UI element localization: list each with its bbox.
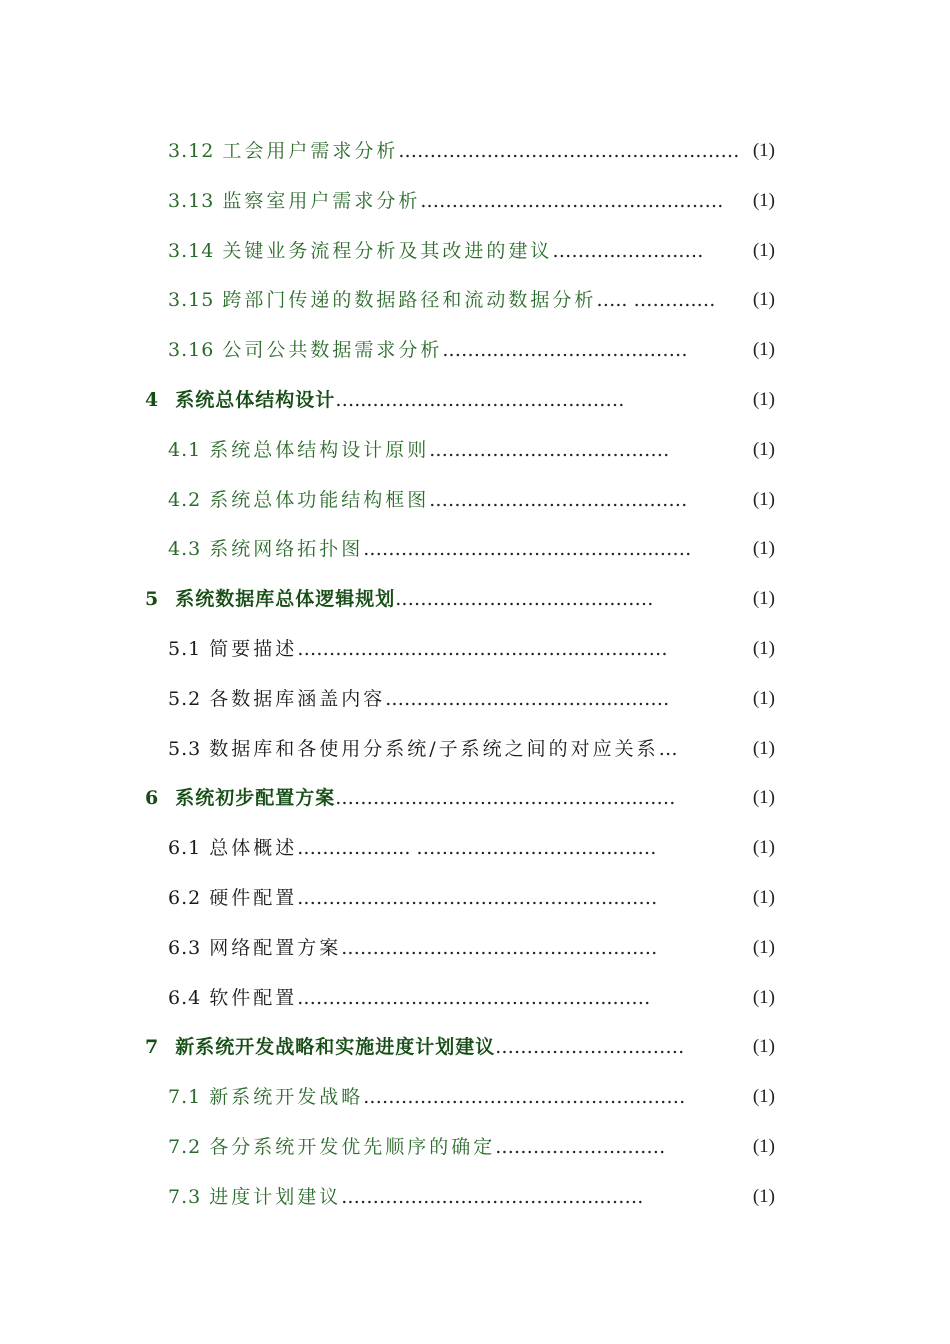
- toc-section-entry: [168, 1132, 775, 1162]
- toc-entry-title: 系统网络拓扑图: [209, 538, 364, 560]
- toc-page-number: (1): [752, 140, 775, 161]
- toc-entry-number: 4: [145, 389, 160, 411]
- toc-entry-number: 4.1: [168, 439, 202, 461]
- toc-page-number: (1): [752, 1186, 775, 1207]
- toc-page-number: (1): [752, 240, 775, 261]
- toc-dot-leader: …: [658, 738, 678, 760]
- toc-section-entry: [168, 1182, 775, 1212]
- toc-entry-number: 4.2: [168, 489, 202, 511]
- toc-entry-title: 公司公共数据需求分析: [222, 339, 443, 361]
- toc-dot-leader: .………………..……: [495, 1136, 666, 1158]
- toc-page-number: (1): [752, 439, 775, 460]
- toc-entry-title: 跨部门传递的数据路径和流动数据分析: [222, 289, 597, 311]
- toc-section-entry: [168, 485, 775, 515]
- toc-entry-title: 系统数据库总体逻辑规划: [175, 588, 396, 610]
- toc-section-entry: [168, 285, 775, 315]
- toc-entry-title: 监察室用户需求分析: [222, 190, 421, 212]
- toc-entry-title: 系统总体结构设计: [175, 389, 336, 411]
- toc-page-number: (1): [752, 1036, 775, 1057]
- toc-dot-leader: .…………………..……: [495, 1036, 685, 1058]
- toc-dot-leader: .……………………………….……….……: [398, 140, 740, 162]
- toc-section-entry: [168, 236, 775, 266]
- toc-chapter-entry: [145, 1032, 775, 1062]
- toc-dot-leader: …...………..…………………..……: [335, 389, 625, 411]
- toc-entry-number: 7: [145, 1036, 160, 1058]
- toc-entry-title: 数据库和各使用分系统/子系统之间的对应关系: [209, 738, 659, 760]
- toc-entry-title: 系统总体结构设计原则: [209, 439, 430, 461]
- toc-entry-number: 3.15: [168, 289, 215, 311]
- toc-dot-leader: .……………….….……………………..……: [297, 987, 651, 1009]
- toc-section-entry: [168, 983, 775, 1013]
- toc-chapter-entry: [145, 783, 775, 813]
- toc-dot-leader: .…………………………….…….……: [420, 190, 724, 212]
- toc-entry-title: 各分系统开发优先顺序的确定: [209, 1136, 496, 1158]
- toc-entry-number: 3.12: [168, 140, 215, 162]
- toc-dot-leader: ………..……….…: [552, 240, 704, 262]
- toc-entry-number: 6.1: [168, 837, 202, 859]
- toc-section-entry: [168, 684, 775, 714]
- toc-page-number: (1): [752, 1086, 775, 1107]
- toc-page-number: (1): [752, 738, 775, 759]
- toc-entry-number: 6: [145, 787, 160, 809]
- toc-dot-leader: .……………………………..………: [385, 688, 670, 710]
- toc-entry-title: 硬件配置: [209, 887, 298, 909]
- toc-entry-title: 系统初步配置方案: [175, 787, 336, 809]
- toc-entry-number: 5: [145, 588, 160, 610]
- toc-section-entry: [168, 933, 775, 963]
- toc-entry-title: 新系统开发战略: [209, 1086, 364, 1108]
- toc-entry-title: 系统总体功能结构框图: [209, 489, 430, 511]
- toc-page-number: (1): [752, 638, 775, 659]
- toc-entry-title: 总体概述: [209, 837, 298, 859]
- toc-page-number: (1): [752, 787, 775, 808]
- toc-section-entry: [168, 1082, 775, 1112]
- toc-page-number: (1): [752, 688, 775, 709]
- toc-section-entry: [168, 883, 775, 913]
- toc-dot-leader: .………..…………………..……: [395, 588, 654, 610]
- toc-page-number: (1): [752, 538, 775, 559]
- toc-page-number: (1): [752, 887, 775, 908]
- toc-entry-title: 进度计划建议: [209, 1186, 342, 1208]
- toc-entry-number: 5.2: [168, 688, 202, 710]
- toc-dot-leader: .…………………………………….……: [341, 937, 658, 959]
- toc-dot-leader: .…………….. …………………………..……: [297, 837, 657, 859]
- toc-entry-title: 新系统开发战略和实施进度计划建议: [175, 1036, 496, 1058]
- toc-page-number: (1): [752, 289, 775, 310]
- toc-dot-leader: .……………..……………..……: [429, 489, 688, 511]
- toc-dot-leader: ….. ……….…: [596, 289, 716, 311]
- toc-entry-title: 工会用户需求分析: [222, 140, 399, 162]
- toc-entry-title: 简要描述: [209, 638, 298, 660]
- toc-page-number: (1): [752, 837, 775, 858]
- toc-section-entry: [168, 734, 775, 764]
- toc-entry-number: 6.4: [168, 987, 202, 1009]
- toc-entry-number: 3.16: [168, 339, 215, 361]
- toc-section-entry: [168, 634, 775, 664]
- toc-section-entry: [168, 186, 775, 216]
- toc-entry-number: 6.2: [168, 887, 202, 909]
- toc-section-entry: [168, 136, 775, 166]
- toc-section-entry: [168, 435, 775, 465]
- toc-page-number: (1): [752, 389, 775, 410]
- toc-entry-number: 3.13: [168, 190, 215, 212]
- toc-dot-leader: .……………………………………..……: [363, 1086, 686, 1108]
- toc-chapter-entry: [145, 385, 775, 415]
- toc-page-number: (1): [752, 937, 775, 958]
- toc-section-entry: [168, 534, 775, 564]
- toc-section-entry: [168, 335, 775, 365]
- toc-dot-leader: .…………………………………………..……: [297, 887, 658, 909]
- toc-dot-leader: .……..…………….……..……: [442, 339, 688, 361]
- toc-entry-number: 5.1: [168, 638, 202, 660]
- toc-dot-leader: .…………...…………………………..……: [335, 787, 676, 809]
- toc-entry-number: 7.1: [168, 1086, 202, 1108]
- toc-entry-number: 7.3: [168, 1186, 202, 1208]
- toc-dot-leader: ……………...…..…………..……..……..……: [297, 638, 668, 660]
- toc-page-number: (1): [752, 588, 775, 609]
- toc-page-number: (1): [752, 339, 775, 360]
- toc-page-number: (1): [752, 190, 775, 211]
- toc-entry-title: 各数据库涵盖内容: [209, 688, 386, 710]
- toc-page-number: (1): [752, 987, 775, 1008]
- toc-entry-title: 软件配置: [209, 987, 298, 1009]
- toc-entry-number: 7.2: [168, 1136, 202, 1158]
- toc-entry-number: 3.14: [168, 240, 215, 262]
- toc-entry-number: 5.3: [168, 738, 202, 760]
- toc-dot-leader: .…………...……………………..……: [341, 1186, 644, 1208]
- toc-entry-title: 关键业务流程分析及其改进的建议: [222, 240, 553, 262]
- toc-dot-leader: .…………….…………………: [429, 439, 670, 461]
- toc-entry-number: 4.3: [168, 538, 202, 560]
- toc-entry-number: 6.3: [168, 937, 202, 959]
- toc-dot-leader: .………………………….…………..……: [363, 538, 692, 560]
- toc-page-number: (1): [752, 489, 775, 510]
- toc-entry-title: 网络配置方案: [209, 937, 342, 959]
- toc-page-number: (1): [752, 1136, 775, 1157]
- toc-section-entry: [168, 833, 775, 863]
- toc-chapter-entry: [145, 584, 775, 614]
